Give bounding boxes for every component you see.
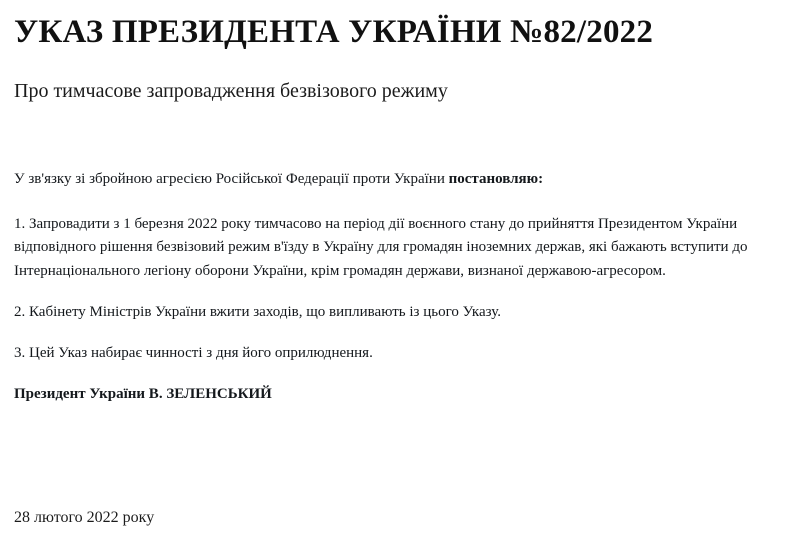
signature-line: Президент України В. ЗЕЛЕНСЬКИЙ bbox=[14, 386, 272, 403]
page-title: УКАЗ ПРЕЗИДЕНТА УКРАЇНИ №82/2022 bbox=[14, 14, 654, 50]
document-subtitle: Про тимчасове запровадження безвізового режиму bbox=[14, 79, 448, 102]
clause-1: 1. Запровадити з 1 березня 2022 року тимчасово на період дії воєнного стану до прийняття Президентом України відповідного рішення безвізовий режим в'їзду в Україну для громадян іноземних держав, які бажають вступити до Інтернаціонального легіону оборони України, крім громадян держави, визнаної державою-агресором. bbox=[14, 216, 748, 279]
lead-paragraph bbox=[14, 168, 762, 191]
lead-intro-text: У зв'язку зі збройною агресією Російської Федерації проти України bbox=[14, 170, 449, 187]
clause-2: 2. Кабінету Міністрів України вжити заходів, що випливають із цього Указу. bbox=[14, 303, 501, 320]
lead-emphasis-text: постановляю: bbox=[448, 170, 544, 187]
document-body bbox=[14, 168, 776, 407]
title-body-divider bbox=[14, 104, 776, 168]
document-date: 28 лютого 2022 року bbox=[14, 509, 155, 526]
clause-3: 3. Цей Указ набирає чинності з дня його оприлюднення. bbox=[14, 345, 373, 362]
